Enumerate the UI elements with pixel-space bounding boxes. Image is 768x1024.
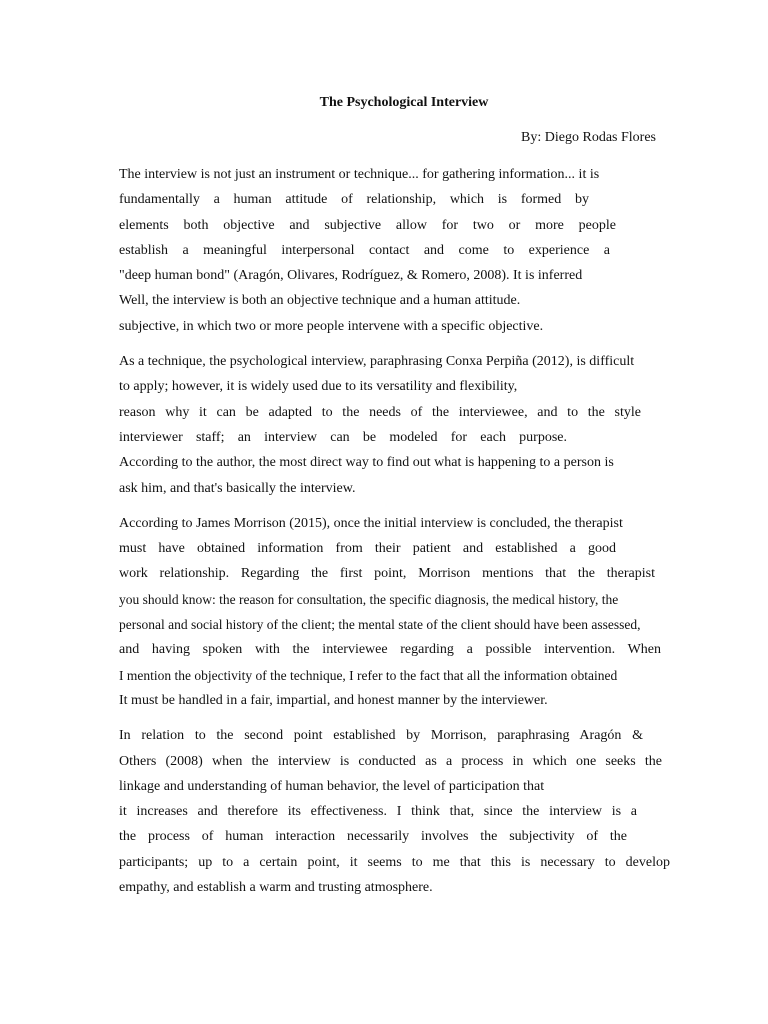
text-line: to apply; however, it is widely used due to its versatility and flexibility, bbox=[119, 379, 518, 395]
text-line: "deep human bond" (Aragón, Olivares, Rodríguez, & Romero, 2008). It is inferred bbox=[119, 268, 583, 284]
text-line: you should know: the reason for consultation, the specific diagnosis, the medical history, the bbox=[119, 591, 619, 607]
text-line: Others (2008) when the interview is conducted as a process in which one seeks the bbox=[119, 753, 662, 769]
text-line: must have obtained information from their patient and established a good bbox=[119, 541, 616, 557]
paragraph-3 bbox=[119, 511, 667, 713]
text-line: According to the author, the most direct way to find out what is happening to a person is bbox=[119, 455, 614, 471]
text-line: participants; up to a certain point, it seems to me that this is necessary to develop bbox=[119, 854, 670, 870]
author-byline: By: Diego Rodas Flores bbox=[521, 130, 656, 145]
text-line: subjective, in which two or more people intervene with a specific objective. bbox=[119, 318, 544, 334]
text-line: empathy, and establish a warm and trusting atmosphere. bbox=[119, 880, 433, 896]
text-line: As a technique, the psychological interview, paraphrasing Conxa Perpiña (2012), is difficult bbox=[119, 354, 635, 370]
paragraph-4 bbox=[119, 723, 670, 900]
text-line: establish a meaningful interpersonal contact and come to experience a bbox=[119, 242, 610, 258]
text-line: interviewer staff; an interview can be modeled for each purpose. bbox=[119, 429, 567, 445]
text-line: work relationship. Regarding the first point, Morrison mentions that the therapist bbox=[119, 566, 655, 582]
text-line: the process of human interaction necessarily involves the subjectivity of the bbox=[119, 829, 627, 845]
document-body bbox=[119, 162, 670, 910]
text-line: elements both objective and subjective allow for two or more people bbox=[119, 217, 616, 233]
document-title: The Psychological Interview bbox=[319, 95, 489, 110]
text-line: It must be handled in a fair, impartial, and honest manner by the interviewer. bbox=[119, 692, 548, 708]
text-line: According to James Morrison (2015), once the initial interview is concluded, the therapist bbox=[119, 515, 623, 531]
text-line: ask him, and that's basically the interview. bbox=[119, 480, 356, 496]
text-line: and having spoken with the interviewee regarding a possible intervention. When bbox=[119, 642, 661, 658]
text-line: linkage and understanding of human behavior, the level of participation that bbox=[119, 778, 545, 794]
text-line: fundamentally a human attitude of relationship, which is formed by bbox=[119, 192, 589, 208]
text-line: I mention the objectivity of the technique, I refer to the fact that all the information obtained bbox=[119, 667, 618, 683]
text-line: The interview is not just an instrument or technique... for gathering information... it is bbox=[119, 167, 600, 182]
text-line: Well, the interview is both an objective technique and a human attitude. bbox=[119, 293, 521, 309]
text-line: reason why it can be adapted to the needs of the interviewee, and to the style bbox=[119, 404, 641, 420]
text-line: personal and social history of the client; the mental state of the client should have been assessed, bbox=[119, 617, 641, 633]
paragraph-1 bbox=[119, 162, 667, 339]
text-line: it increases and therefore its effectiveness. I think that, since the interview is a bbox=[119, 804, 637, 820]
paragraph-2 bbox=[119, 349, 667, 501]
text-line: In relation to the second point established by Morrison, paraphrasing Aragón & bbox=[119, 728, 643, 744]
